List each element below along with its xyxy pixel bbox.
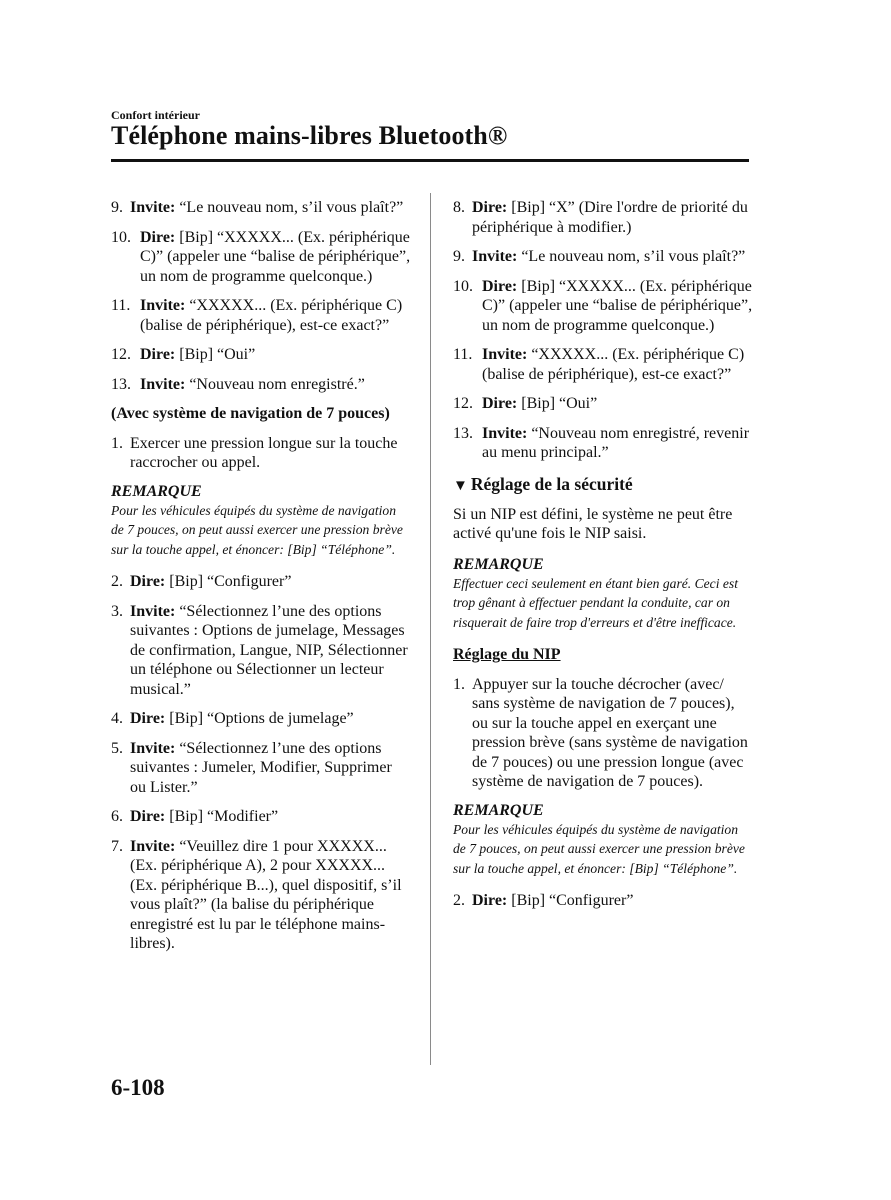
step-item <box>111 837 411 954</box>
step-keyword: Dire: <box>130 808 166 825</box>
step-number: 2. <box>453 892 465 909</box>
step-keyword: Dire: <box>130 573 166 590</box>
step-item <box>111 375 411 395</box>
step-text: “Le nouveau nom, s’il vous plaît?” <box>517 248 746 265</box>
step-number: 5. <box>111 739 123 757</box>
step-text: Exercer une pression longue sur la touche raccrocher ou appel. <box>130 434 398 471</box>
step-keyword: Invite: <box>130 837 176 855</box>
security-heading-text: Réglage de la sécurité <box>470 473 633 494</box>
security-paragraph: Si un NIP est défini, le système ne peut être activé qu'une fois le NIP saisi. <box>453 505 733 542</box>
step-text: “Sélectionnez l’une des options suivantes : Options de jumelage, Messages de confirmation, Langue, NIP, Sélectionner un téléphone ou Sélectionner un lecteur musical.” <box>130 602 408 698</box>
triangle-down-icon: ▼ <box>453 477 468 494</box>
step-item <box>453 424 753 463</box>
step-number: 13. <box>453 424 473 442</box>
step-text: [Bip] “Oui” <box>517 395 598 412</box>
step-number: 9. <box>111 199 123 216</box>
step-text: [Bip] “X” (Dire l'ordre de priorité du périphérique à modifier.) <box>472 199 748 236</box>
step-keyword: Invite: <box>482 424 528 442</box>
step-item <box>111 345 411 365</box>
left-steps-c <box>111 572 411 954</box>
step-keyword: Invite: <box>130 199 176 216</box>
step-keyword: Dire: <box>472 892 508 909</box>
step-text: [Bip] “Configurer” <box>165 573 292 590</box>
security-heading <box>453 473 753 497</box>
step-keyword: Dire: <box>140 346 176 363</box>
note-title: REMARQUE <box>453 555 544 573</box>
step-item <box>453 277 753 336</box>
step-item <box>111 572 411 592</box>
step-item <box>111 807 411 827</box>
nav-subheading: (Avec système de navigation de 7 pouces) <box>111 405 390 422</box>
step-number: 11. <box>453 346 473 363</box>
step-item <box>111 709 411 729</box>
step-number: 7. <box>111 837 123 855</box>
step-item <box>453 198 753 237</box>
step-text: [Bip] “Options de jumelage” <box>165 710 354 727</box>
step-item <box>111 228 411 287</box>
step-number: 8. <box>453 199 465 216</box>
step-keyword: Invite: <box>140 297 186 314</box>
right-steps-a <box>453 198 753 463</box>
right-column <box>453 198 753 921</box>
note-body: Pour les véhicules équipés du système de navigation de 7 pouces, on peut aussi exercer une pression brève sur la touche appel, et énoncer: [Bip] “Téléphone”. <box>111 502 403 557</box>
step-keyword: Dire: <box>140 228 176 246</box>
step-text: “XXXXX... (Ex. périphérique C) (balise de périphérique), est-ce exact?” <box>482 346 745 383</box>
note-title: REMARQUE <box>453 801 544 819</box>
step-text: “Nouveau nom enregistré.” <box>185 375 365 393</box>
step-text: “Sélectionnez l’une des options suivantes : Jumeler, Modifier, Supprimer ou Lister.” <box>130 739 392 796</box>
step-keyword: Dire: <box>472 199 508 216</box>
right-steps-b <box>453 675 753 792</box>
step-number: 6. <box>111 808 123 825</box>
step-keyword: Dire: <box>482 277 518 295</box>
step-text: Appuyer sur la touche décrocher (avec/ sans système de navigation de 7 pouces), ou sur la touche appel en exerçant une pression brève (sans système de navigation de 7 pouces) ou une pression longue (avec système de navigation de 7 pouces). <box>472 675 748 790</box>
left-column <box>111 198 411 964</box>
step-number: 4. <box>111 710 123 727</box>
step-text: [Bip] “Configurer” <box>507 892 634 909</box>
step-item <box>111 602 411 700</box>
left-steps-b <box>111 434 411 473</box>
step-text: “Nouveau nom enregistré, revenir au menu principal.” <box>482 424 750 461</box>
page-title: Téléphone mains-libres Bluetooth® <box>111 121 508 150</box>
step-number: 13. <box>111 375 131 393</box>
step-keyword: Dire: <box>482 395 518 412</box>
step-item <box>453 675 753 792</box>
step-text: [Bip] “Modifier” <box>165 808 279 825</box>
step-number: 12. <box>111 346 131 363</box>
step-keyword: Dire: <box>130 710 166 727</box>
step-text: [Bip] “XXXXX... (Ex. périphérique C)” (appeler une “balise de périphérique”, un nom de programme quelconque.) <box>482 277 753 334</box>
step-number: 1. <box>111 434 123 452</box>
step-keyword: Invite: <box>472 248 518 265</box>
note-title: REMARQUE <box>111 482 202 500</box>
step-item <box>111 434 411 473</box>
note-body: Pour les véhicules équipés du système de navigation de 7 pouces, on peut aussi exercer une pression brève sur la touche appel, et énoncer: [Bip] “Téléphone”. <box>453 821 745 876</box>
step-number: 10. <box>111 228 131 246</box>
step-number: 1. <box>453 675 465 693</box>
left-steps-a <box>111 198 411 394</box>
step-number: 2. <box>111 573 123 590</box>
step-number: 3. <box>111 602 123 620</box>
step-item <box>111 296 411 335</box>
page-number: 6-108 <box>111 1075 165 1100</box>
step-item <box>453 394 753 414</box>
step-text: “Veuillez dire 1 pour XXXXX... (Ex. périphérique A), 2 pour XXXXX... (Ex. périphérique B...), quel dispositif, s’il vous plaît?” (la balise du périphérique enregistré est lu par le téléphone mains-libres). <box>130 837 402 952</box>
column-divider <box>430 193 431 1065</box>
step-number: 9. <box>453 248 465 265</box>
note-body: Effectuer ceci seulement en étant bien garé. Ceci est trop gênant à effectuer pendant la conduite, car on risquerait de faire trop d'erreurs et d'être inefficace. <box>453 575 738 630</box>
nip-heading: Réglage du NIP <box>453 646 561 663</box>
step-number: 10. <box>453 277 473 295</box>
step-number: 11. <box>111 297 131 314</box>
step-item <box>453 345 753 384</box>
step-number: 12. <box>453 395 473 412</box>
title-rule <box>111 159 749 162</box>
step-keyword: Invite: <box>130 739 176 757</box>
step-item <box>111 739 411 798</box>
step-text: [Bip] “Oui” <box>175 346 256 363</box>
step-text: [Bip] “XXXXX... (Ex. périphérique C)” (appeler une “balise de périphérique”, un nom de programme quelconque.) <box>140 228 411 285</box>
step-text: “XXXXX... (Ex. périphérique C) (balise de périphérique), est-ce exact?” <box>140 297 403 334</box>
step-keyword: Invite: <box>482 346 528 363</box>
section-label: Confort intérieur <box>111 108 200 122</box>
step-item <box>453 891 753 911</box>
right-steps-c <box>453 891 753 911</box>
step-keyword: Invite: <box>130 602 176 620</box>
step-text: “Le nouveau nom, s’il vous plaît?” <box>175 199 404 216</box>
step-keyword: Invite: <box>140 375 186 393</box>
step-item <box>111 198 411 218</box>
step-item <box>453 247 753 267</box>
